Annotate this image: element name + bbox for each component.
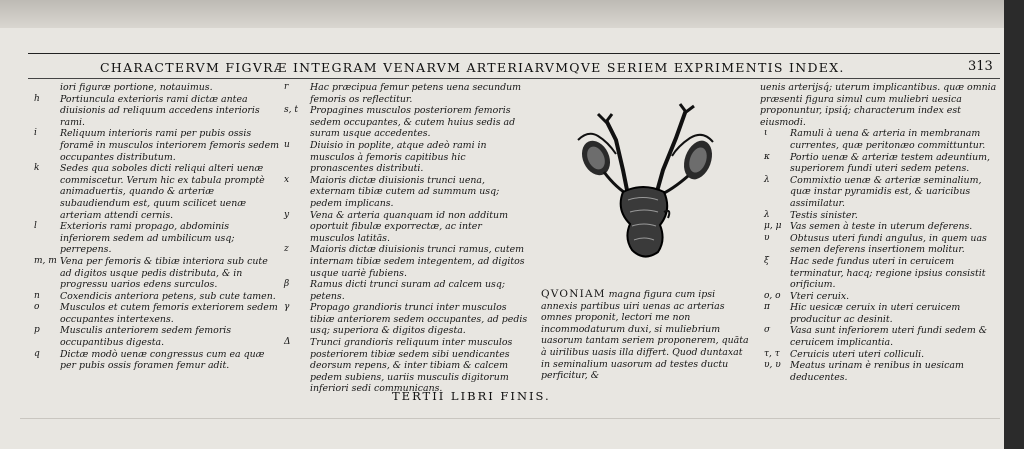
index-letter: ι <box>764 128 768 139</box>
index-entry <box>280 175 528 210</box>
index-letter: n <box>34 290 40 301</box>
index-entry <box>280 105 528 140</box>
conclusion-text: magna figura cum ipsi annexis partibus uiri uenas ac arterias omnes proponit, lectori me non incommodaturum duxi, si muliebrium uasorum tantam seriem proponerem, quāta à uirilibus uasis illa differt. Quod duntaxat in seminalium uasorum ad testes ductu perficitur, & <box>541 289 749 382</box>
index-letter: λ <box>764 209 770 220</box>
index-entry <box>30 291 280 303</box>
paper-crease <box>20 418 1000 419</box>
index-entry <box>760 302 1000 325</box>
column-1-carryover: iori figuræ portione, notauimus. <box>60 82 213 93</box>
index-entry-text: Vena per femoris & tibiæ interiora sub cute ad digitos usque pedis distributa, & in progressu uarios edens surculos. <box>60 255 268 291</box>
index-entry-text: Musculis anteriorem sedem femoris occupantibus digesta. <box>60 325 232 349</box>
index-entry-text: Vasa sunt inferiorem uteri fundi sedem & ceruicem implicantia. <box>790 325 988 349</box>
uterus-vessels-woodcut <box>568 100 718 265</box>
index-entry <box>280 140 528 175</box>
index-letter: k <box>34 163 40 174</box>
index-entry <box>760 233 1000 256</box>
index-letter: λ <box>764 174 770 185</box>
page-number: 313 <box>968 59 993 74</box>
index-letter: y <box>284 209 290 220</box>
index-letter: τ, τ <box>764 348 780 359</box>
index-column-2 <box>280 82 528 395</box>
index-entry <box>760 210 1000 222</box>
index-letter: γ <box>284 302 290 313</box>
index-entry <box>30 349 280 372</box>
index-entry-text: Hic uesicæ ceruix in uteri ceruicem producitur ac desinit. <box>790 302 961 325</box>
index-letter: x <box>284 174 290 185</box>
index-entry <box>30 302 280 325</box>
index-letter: q <box>34 348 40 359</box>
index-entry-text: Trunci grandioris reliquum inter musculos posteriorem tibiæ sedem sibi uendicantes deorsum repens, & inter tibiam & calcem pedem subiens, uariis musculis digitorum inferiori sedi communicans. <box>310 337 513 395</box>
index-letter: m, m <box>34 255 57 266</box>
index-entry <box>30 128 280 163</box>
index-letter: β <box>284 279 290 290</box>
index-letter: u <box>284 139 290 150</box>
index-entry-text: Portio uenæ & arteriæ testem adeuntium, superiorem fundi uteri sedem petens. <box>790 151 991 175</box>
column-4-carryover: uenis arterijsq́; uterum implicantibus. quæ omnia præsenti figura simul cum muliebri uesica proponuntur, ipsiq́; characterum index est eiusmodi. <box>760 82 997 128</box>
index-entry-text: Obtusus uteri fundi angulus, in quem uas semen deferens insertionem molitur. <box>790 232 987 256</box>
index-entry-text: Exterioris rami propago, abdominis inferiorem sedem ad umbilicum usq; perrepens. <box>60 221 235 256</box>
index-entry <box>30 163 280 221</box>
index-entry-text: Ceruicis uteri uteri colliculi. <box>790 348 925 360</box>
index-letter: s, t <box>284 105 298 116</box>
index-entry <box>760 349 1000 361</box>
index-entry-text: Dictæ modò uenæ congressus cum ea quæ per pubis ossis foramen femur adit. <box>60 348 265 372</box>
index-entry <box>30 94 280 129</box>
index-entry-text: Portiuncula exterioris rami dictæ antea diuisionis ad reliquum accedens interioris rami. <box>60 93 260 128</box>
index-entry <box>760 175 1000 210</box>
index-entry <box>280 82 528 105</box>
running-head: CHARACTERVM FIGVRÆ INTEGRAM VENARVM ARTERIARVMQVE SERIEM EXPRIMENTIS INDEX. <box>100 60 845 75</box>
index-entry-text: Vteri ceruix. <box>790 290 850 302</box>
index-entry-text: Hac sede fundus uteri in ceruicem terminatur, hacq; regione ipsius consistit orificium. <box>790 255 986 291</box>
index-entry <box>280 244 528 279</box>
index-entry <box>280 337 528 395</box>
index-entry-text: Diuisio in poplite, atque adeò rami in musculos à femoris capitibus hic pronascentes distributi. <box>310 139 487 175</box>
conclusion-paragraph <box>541 289 751 382</box>
index-entry-text: Maioris dictæ diuisionis trunci uena, externam tibiæ cutem ad summum usq; pedem implicans. <box>310 174 500 209</box>
index-letter: κ <box>764 151 770 162</box>
index-letter: o, o <box>764 290 781 301</box>
anatomical-figure-illustration <box>568 100 718 265</box>
page-gutter-shadow <box>1004 0 1024 449</box>
index-letter: υ, υ <box>764 360 781 371</box>
index-letter: ξ <box>764 255 769 266</box>
index-entry-text: Musculos et cutem femoris exteriorem sedem occupantes intertexens. <box>60 302 278 325</box>
index-entry-text: Vena & arteria quanquam id non additum oportuit fibulæ exporrectæ, ac inter musculos latitās. <box>310 209 508 244</box>
index-entry-text: Coxendicis anteriora petens, sub cute tamen. <box>60 290 276 302</box>
index-entry-text: Testis sinister. <box>790 209 858 221</box>
index-letter: p <box>34 325 40 336</box>
index-entry <box>280 302 528 337</box>
index-entry-text: Sedes qua soboles dicti reliqui alteri uenæ commiscetur. Verum hic ex tabula promptè animaduertis, quando & arteriæ subaudiendum est, quum scilicet uenæ arteriam attendi cernis. <box>60 163 265 221</box>
index-entry <box>760 128 1000 151</box>
index-letter: υ <box>764 232 770 243</box>
index-letter: o <box>34 302 40 313</box>
index-letter: σ <box>764 325 771 336</box>
index-entry <box>760 325 1000 348</box>
index-entry <box>30 221 280 256</box>
index-entry <box>30 256 280 291</box>
index-letter: z <box>284 244 289 255</box>
index-letter: h <box>34 93 40 104</box>
index-entry <box>280 279 528 302</box>
top-edge-shadow <box>0 0 1024 28</box>
index-column-4 <box>760 82 1000 383</box>
index-entry <box>760 360 1000 383</box>
conclusion-lead-word: QVONIAM <box>541 288 606 300</box>
index-letter: l <box>34 221 37 232</box>
index-entry-text: Commixtio uenæ & arteriæ seminalium, quæ instar pyramidis est, & uaricibus assimilatur. <box>790 174 982 209</box>
index-entry <box>280 210 528 245</box>
index-entry-text: Propago grandioris trunci inter musculos tibiæ anteriorem sedem occupantes, ad pedis usq; superiora & digitos digesta. <box>310 302 528 337</box>
index-entry <box>760 291 1000 303</box>
index-entry <box>760 256 1000 291</box>
header-rule <box>28 53 1000 54</box>
index-entry-text: Vas semen à teste in uterum deferens. <box>790 221 973 233</box>
index-letter: π <box>764 302 770 313</box>
book-end-colophon: TERTII LIBRI FINIS. <box>392 389 551 403</box>
index-entry-text: Propagines musculos posteriorem femoris sedem occupantes, & cutem huius sedis ad suram usque accedentes. <box>310 105 516 140</box>
index-letter: Δ <box>284 337 291 348</box>
index-column-1 <box>30 82 280 372</box>
index-entry-text: Ramus dicti trunci suram ad calcem usq; petens. <box>310 279 506 302</box>
index-letter: r <box>284 82 289 92</box>
index-entry-text: Ramuli à uena & arteria in membranam currentes, quæ peritonæo committuntur. <box>790 128 986 151</box>
index-entry-text: Hac præcipua femur petens uena secundum femoris os reflectitur. <box>310 82 522 105</box>
index-entry <box>30 325 280 348</box>
index-entry <box>760 152 1000 175</box>
index-letter: i <box>34 128 37 139</box>
index-entry-text: Reliquum interioris rami per pubis ossis foramē in musculos interiorem femoris sedem occupantes distributum. <box>60 128 280 163</box>
index-entry-text: Meatus urinam è renibus in uesicam deducentes. <box>790 360 964 383</box>
index-entry-text: Maioris dictæ diuisionis trunci ramus, cutem internam tibiæ sedem integentem, ad digitos usque uariè fubiens. <box>310 244 525 279</box>
index-entry <box>760 221 1000 233</box>
header-underline <box>28 78 1000 79</box>
index-letter: μ, μ <box>764 221 782 232</box>
